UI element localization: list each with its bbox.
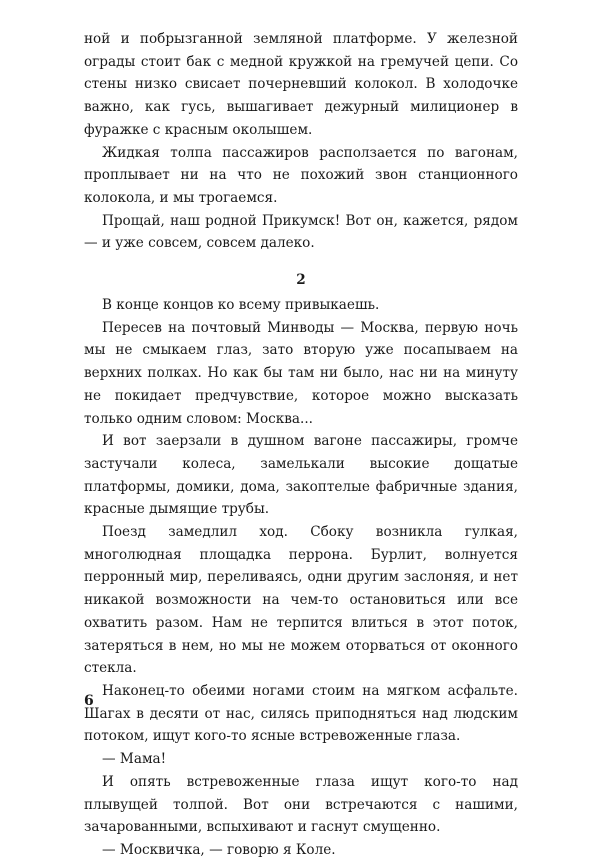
paragraph: И вот заерзали в душном вагоне пассажиры, громче застучали колеса, замелькали высокие дощатые платформы, домики, дома, закоптелые фабричные здания, красные дымящие трубы. [84, 433, 518, 518]
paragraph: Наконец-то обеими ногами стоим на мягком асфальте. Шагах в десяти от нас, силясь приподняться над людским потоком, ищут кого-то ясные встревоженные глаза. [84, 682, 518, 745]
paragraph: И опять встревоженные глаза ищут кого-то над плывущей толпой. Вот они встречаются с нашими, зачарованными, вспыхивают и гаснут смущенно. [84, 773, 518, 836]
dialogue-line: — Мама! [102, 751, 167, 768]
paragraph: Жидкая толпа пассажиров расползается по вагонам, проплывает ни на что не похожий звон станционного колокола, и мы трогаемся. [84, 144, 518, 206]
paragraph: В конце концов ко всему привыкаешь. [102, 297, 380, 314]
dialogue-line: — Москвичка, — говорю я Коле. [102, 841, 336, 858]
paragraph: Прощай, наш родной Прикумск! Вот он, кажется, рядом — и уже совсем, совсем далеко. [84, 212, 518, 252]
paragraph: ной и побрызганной земляной платформе. У железной ограды стоит бак с медной кружкой на гремучей цепи. Со стены низко свисает почерневший колокол. В холодочке важно, как гусь, вышагивает дежурный милиционер в фуражке с красным околышем. [84, 31, 518, 138]
page-number: 6 [84, 693, 94, 709]
chapter-number: 2 [296, 272, 306, 289]
paragraph: Пересев на почтовый Минводы — Москва, первую ночь мы не смыкаем глаз, зато вторую уже посапываем на верхних полках. Но как бы там ни было, нас ни на минуту не покидает предчувствие, которое можно высказать только одним словом: Москва... [84, 319, 518, 427]
book-page-text [84, 28, 518, 862]
paragraph: Поезд замедлил ход. Сбоку возникла гулкая, многолюдная площадка перрона. Бурлит, волнуется перронный мир, переливаясь, одни другим заслоняя, и нет никакой возможности на чем-то остановиться или все охватить разом. Нам не терпится влиться в этот поток, затеряться в нем, но мы не можем оторваться от оконного стекла. [84, 524, 518, 677]
